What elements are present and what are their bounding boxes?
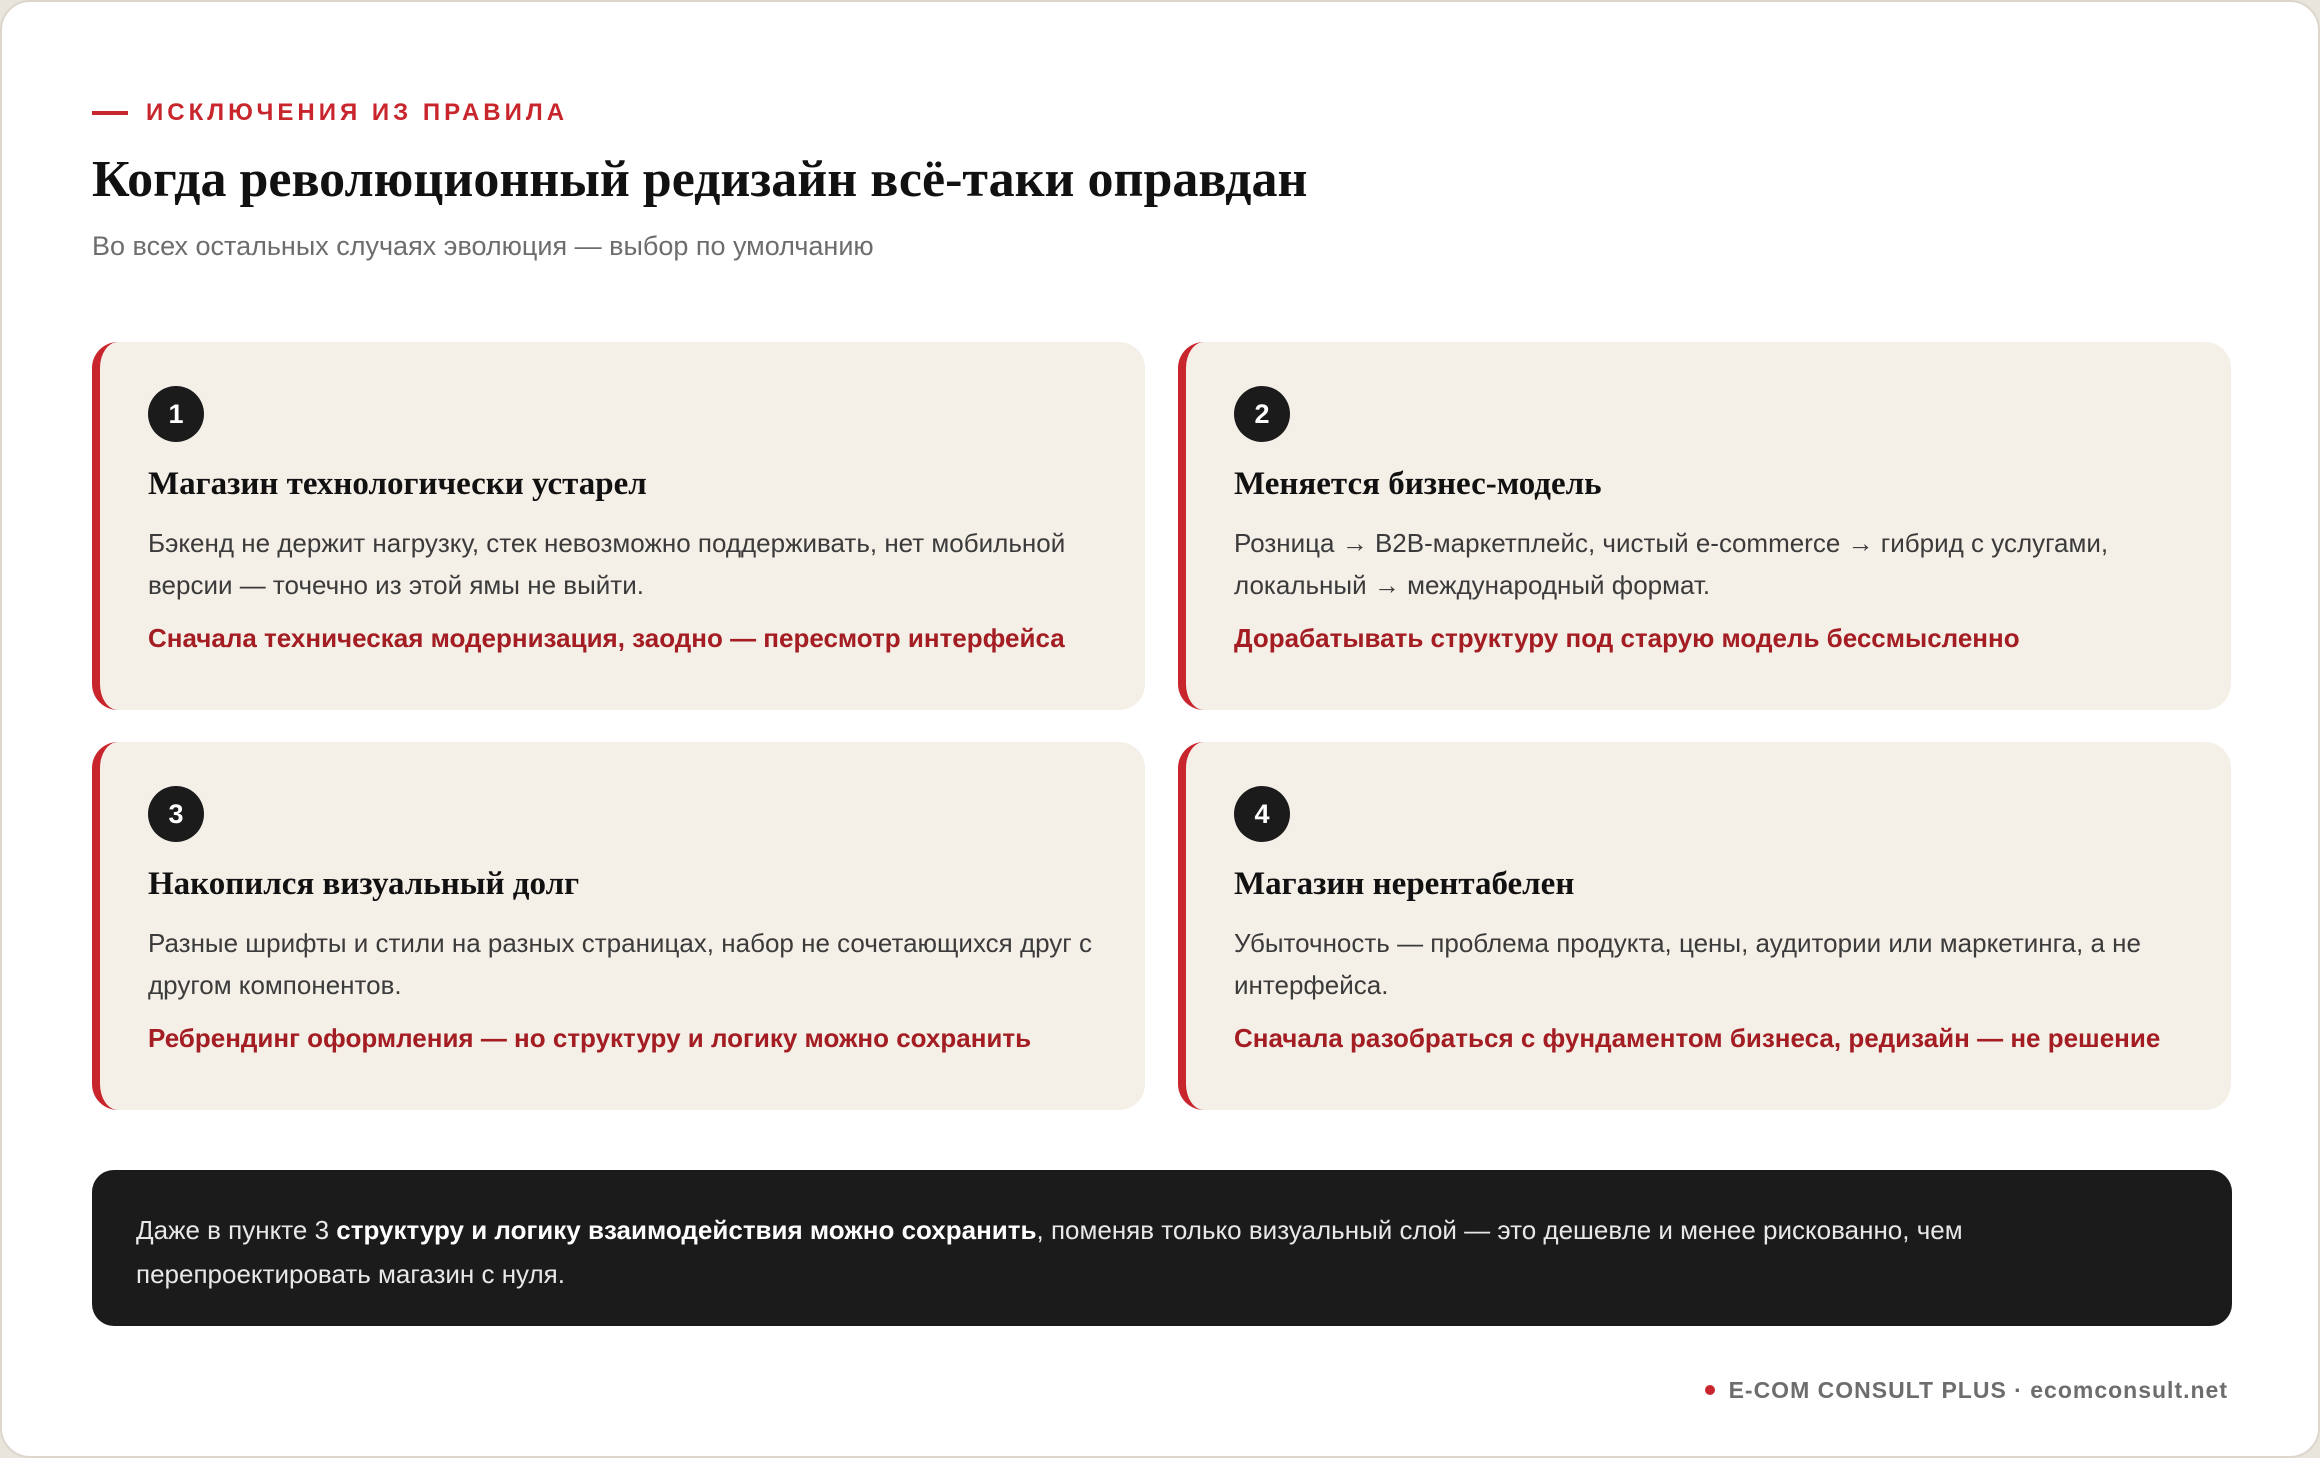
footer-brand bbox=[1705, 1376, 2228, 1404]
card-conclusion: Дорабатывать структуру под старую модель бессмысленно bbox=[1234, 623, 2020, 653]
card-conclusion: Ребрендинг оформления — но структуру и логику можно сохранить bbox=[148, 1023, 1032, 1053]
page-title: Когда революционный редизайн всё-таки оправдан bbox=[92, 151, 1308, 208]
exception-card-3 bbox=[92, 742, 1145, 1110]
note-text-before: Даже в пункте 3 bbox=[136, 1215, 337, 1245]
card-number-badge: 2 bbox=[1234, 386, 1290, 442]
card-conclusion: Сначала разобраться с фундаментом бизнеса, редизайн — не решение bbox=[1234, 1023, 2161, 1053]
card-number-badge: 4 bbox=[1234, 786, 1290, 842]
brand-text: E-COM CONSULT PLUS · ecomconsult.net bbox=[1728, 1376, 2228, 1403]
card-number-badge: 3 bbox=[148, 786, 204, 842]
exception-card-4 bbox=[1178, 742, 2231, 1110]
card-conclusion: Сначала техническая модернизация, заодно — пересмотр интерфейса bbox=[148, 623, 1065, 653]
eyebrow bbox=[92, 98, 568, 128]
card-title: Накопился визуальный долг bbox=[148, 866, 580, 902]
card-number-badge: 1 bbox=[148, 386, 204, 442]
note-text-bold: структуру и логику взаимодействия можно сохранить bbox=[336, 1215, 1037, 1245]
card-title: Магазин нерентабелен bbox=[1234, 866, 1575, 902]
summary-note bbox=[92, 1170, 2232, 1326]
card-text: Бэкенд не держит нагрузку, стек невозможно поддерживать, нет мобильной версии — точечно из этой ямы не выйти. bbox=[148, 528, 1066, 600]
page-subtitle: Во всех остальных случаях эволюция — выбор по умолчанию bbox=[92, 231, 874, 261]
brand-dot-icon bbox=[1705, 1385, 1715, 1395]
note-text-after: , поменяв только визуальный слой — это дешевле и менее рискованно, чем перепроектировать магазин с нуля. bbox=[136, 1215, 1963, 1289]
card-text: Розница → B2B-маркетплейс, чистый e-commerce → гибрид с услугами, локальный → международный формат. bbox=[1234, 528, 2109, 600]
eyebrow-label: ИСКЛЮЧЕНИЯ ИЗ ПРАВИЛА bbox=[146, 99, 569, 126]
exception-card-1 bbox=[92, 342, 1145, 710]
eyebrow-dash bbox=[92, 111, 128, 115]
card-text: Разные шрифты и стили на разных страницах, набор не сочетающихся друг с другом компонентов. bbox=[148, 928, 1093, 1000]
card-title: Меняется бизнес-модель bbox=[1234, 466, 1602, 502]
card-title: Магазин технологически устарел bbox=[148, 466, 647, 502]
exception-card-2 bbox=[1178, 342, 2231, 710]
card-text: Убыточность — проблема продукта, цены, аудитории или маркетинга, а не интерфейса. bbox=[1234, 928, 2141, 1000]
